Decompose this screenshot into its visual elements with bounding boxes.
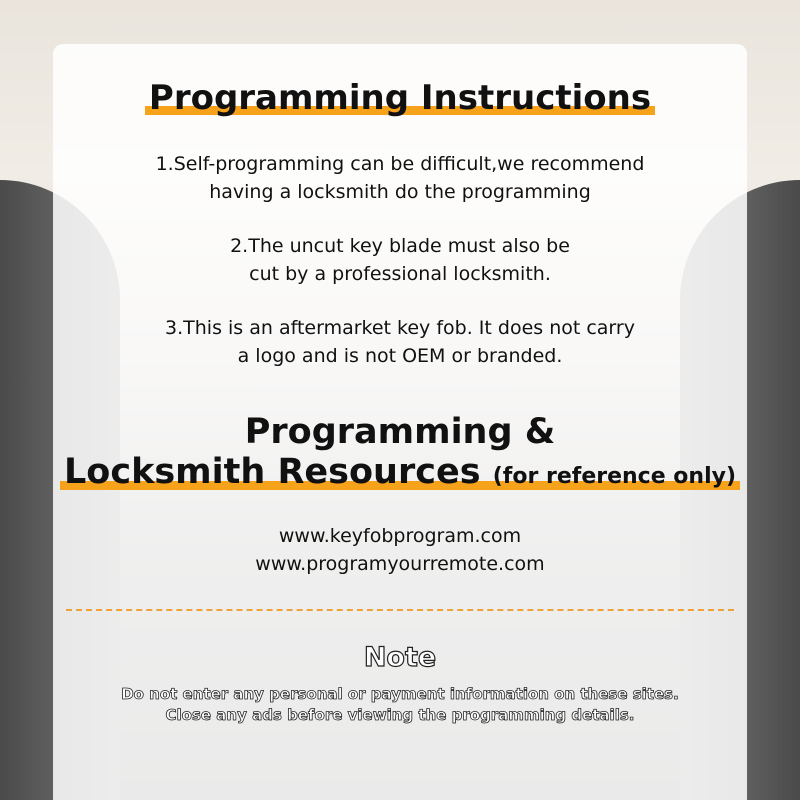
instruction-2-line1: 2.The uncut key blade must also be — [230, 235, 570, 257]
note-text — [0, 684, 800, 726]
dashed-divider — [66, 609, 734, 611]
page-title — [0, 78, 800, 118]
instruction-3-line2: a logo and is not OEM or branded. — [237, 345, 563, 367]
instruction-1-line2: having a locksmith do the programming — [209, 181, 591, 203]
instruction-2-line2: cut by a professional locksmith. — [249, 263, 551, 285]
resource-link-1[interactable]: www.keyfobprogram.com — [278, 525, 522, 547]
resources-title — [0, 412, 800, 492]
resources-title-line2: Locksmith Resources — [63, 452, 481, 492]
instruction-2 — [120, 232, 680, 288]
note-line1: Do not enter any personal or payment information on these sites. — [121, 685, 679, 703]
resource-links — [0, 522, 800, 578]
instruction-3-line1: 3.This is an aftermarket key fob. It does not carry — [165, 317, 635, 339]
resources-title-highlight — [60, 452, 740, 492]
page-title-text: Programming Instructions — [145, 81, 655, 115]
instruction-3 — [120, 314, 680, 370]
resources-title-line1: Programming & — [244, 412, 556, 452]
note-title: Note — [363, 642, 437, 673]
instruction-1 — [120, 150, 680, 206]
resources-subtitle: (for reference only) — [492, 464, 737, 489]
note-line2: Close any ads before viewing the programming details. — [165, 706, 635, 724]
resource-link-2[interactable]: www.programyourremote.com — [255, 553, 545, 575]
instruction-1-line1: 1.Self-programming can be difficult,we recommend — [155, 153, 645, 175]
